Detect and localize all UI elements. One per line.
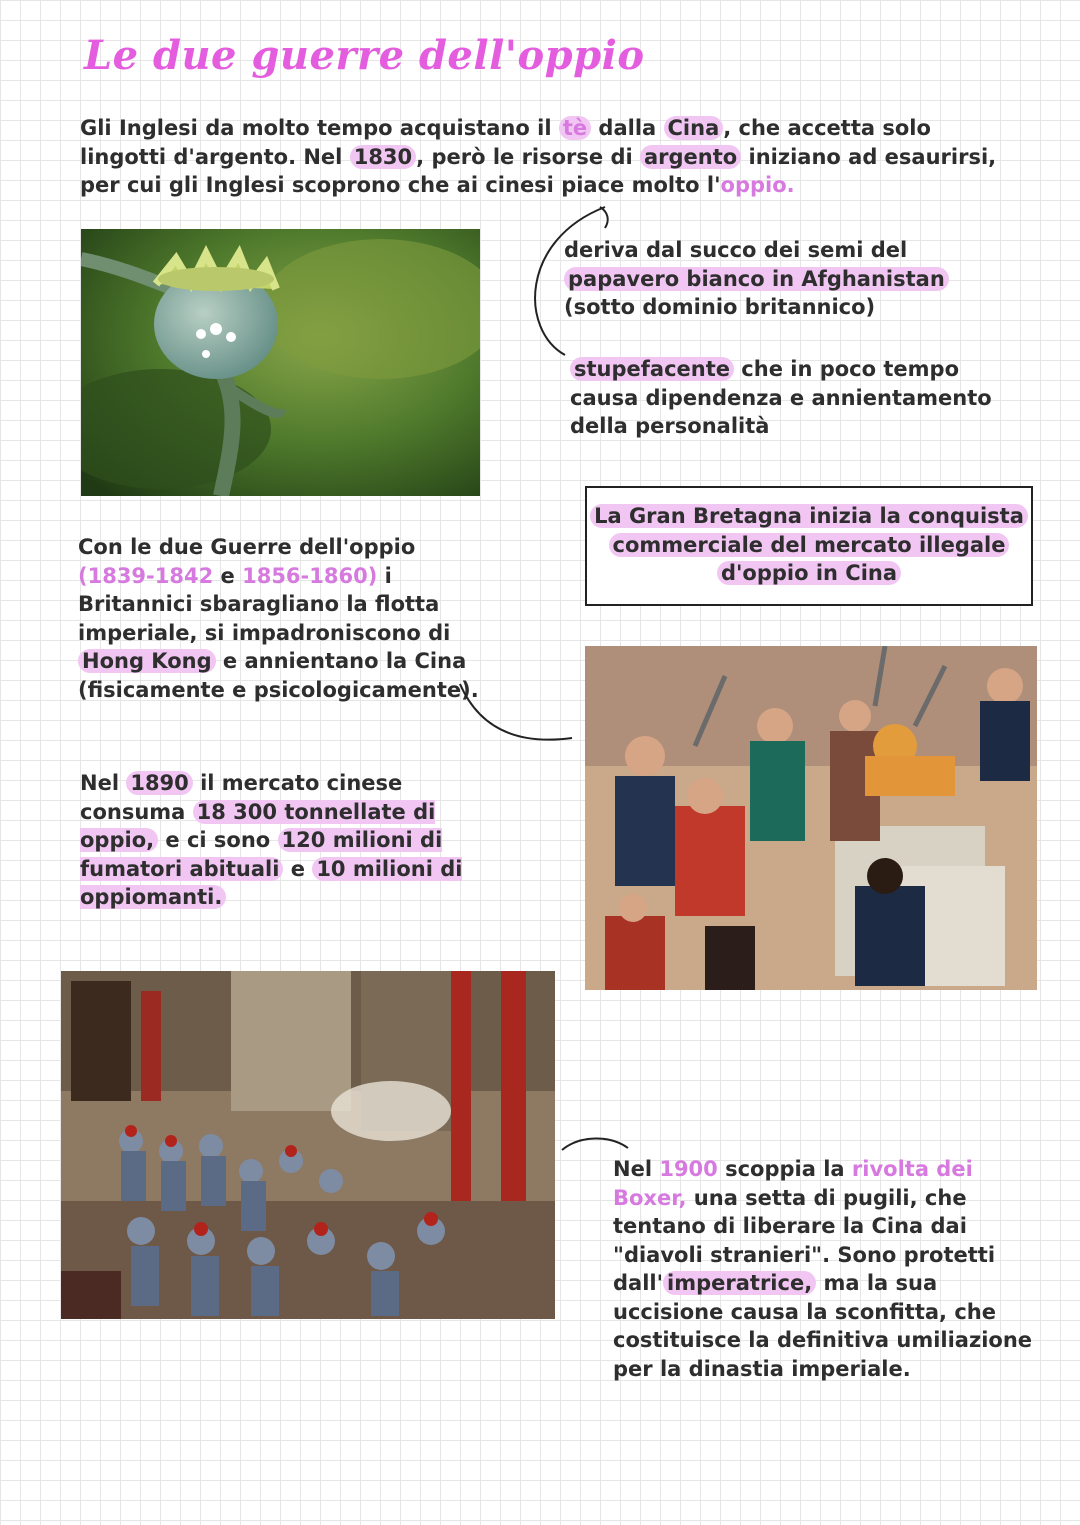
mercato-paragraph bbox=[80, 769, 470, 912]
boxer-text: una setta di pugili, che tentano di liberare la Cina dai "diavoli stranieri". Sono protetti dall' bbox=[613, 1185, 996, 1295]
highlight-hong-kong: Hong Kong bbox=[78, 649, 216, 673]
box-line-3: d'oppio in Cina bbox=[717, 561, 901, 585]
highlight-tonnellate: 18 300 tonnellate di oppio, bbox=[80, 799, 436, 852]
highlight-fumatori: 120 milioni di fumatori abituali bbox=[80, 828, 443, 881]
curve-boxer bbox=[562, 1138, 628, 1150]
highlight-stupefacente: stupefacente bbox=[570, 357, 734, 381]
stupefacente-paragraph bbox=[570, 355, 1000, 441]
poppy-illustration bbox=[81, 229, 480, 496]
intro-text: iniziano ad esaurirsi, per cui gli Inglesi scoprono che ai cinesi piace molto l' bbox=[80, 144, 997, 197]
pink-oppio: oppio. bbox=[720, 173, 795, 197]
highlight-cina: Cina bbox=[664, 116, 724, 140]
highlight-papavero: papavero bianco in Afghanistan bbox=[564, 267, 949, 291]
boxer-paragraph bbox=[613, 1155, 1038, 1383]
pink-years-2: 1856-1860) bbox=[242, 563, 378, 588]
guerre-text: i Britannici sbaragliano la flotta imperiale, si impadroniscono di bbox=[78, 563, 451, 645]
pink-years-1: (1839-1842 bbox=[78, 563, 214, 588]
pink-1900: 1900 bbox=[659, 1157, 718, 1181]
deriva-line: (sotto dominio britannico) bbox=[564, 295, 876, 319]
intro-text: , però le risorse di bbox=[416, 144, 640, 169]
guerre-paragraph bbox=[78, 533, 488, 704]
intro-text: dalla bbox=[591, 116, 664, 140]
intro-paragraph bbox=[80, 114, 1010, 200]
deriva-line: deriva dal succo dei semi del bbox=[564, 238, 908, 262]
box-line-1: La Gran Bretagna inizia la conquista bbox=[590, 504, 1028, 528]
curve-oppio-tip bbox=[600, 207, 608, 228]
highlight-te: tè bbox=[559, 116, 591, 140]
highlight-1890: 1890 bbox=[126, 771, 192, 795]
battle-painting bbox=[585, 646, 1037, 990]
highlight-argento: argento bbox=[640, 145, 741, 169]
mercato-text: e bbox=[283, 856, 313, 881]
mercato-text: il mercato cinese consuma bbox=[80, 771, 403, 824]
boxer-illustration bbox=[61, 971, 555, 1319]
guerre-text: e bbox=[213, 563, 243, 588]
guerre-text: e annientano la Cina (fisicamente e psicologicamente). bbox=[78, 649, 479, 702]
battle-illustration bbox=[585, 646, 1037, 990]
box-line-2: commerciale del mercato illegale bbox=[609, 533, 1010, 557]
pink-rivolta: rivolta dei Boxer, bbox=[613, 1157, 973, 1210]
mercato-text: e ci sono bbox=[158, 828, 278, 852]
intro-text: , che accetta solo lingotti d'argento. Nel bbox=[80, 116, 931, 169]
intro-text: Gli Inglesi da molto tempo acquistano il bbox=[80, 116, 559, 140]
mercato-text: Nel bbox=[80, 771, 127, 795]
deriva-paragraph bbox=[564, 236, 984, 322]
page-title: Le due guerre dell'oppio bbox=[84, 32, 645, 79]
highlight-oppiomanti: 10 milioni di oppiomanti. bbox=[80, 856, 463, 909]
conquista-box bbox=[585, 486, 1033, 606]
highlight-imperatrice: imperatrice, bbox=[663, 1271, 816, 1295]
boxer-text: ma la sua uccisione causa la sconfitta, che costituisce la definitiva umiliazione per la dinastia imperiale. bbox=[613, 1271, 1033, 1381]
boxer-text: Nel bbox=[613, 1157, 660, 1181]
highlight-year: 1830 bbox=[350, 145, 416, 169]
boxer-text: scoppia la bbox=[717, 1157, 852, 1181]
boxer-painting bbox=[61, 971, 555, 1319]
guerre-text: Con le due Guerre dell'oppio bbox=[78, 535, 416, 559]
stupefacente-text: che in poco tempo causa dipendenza e annientamento della personalità bbox=[570, 357, 992, 438]
poppy-photo bbox=[81, 229, 480, 496]
